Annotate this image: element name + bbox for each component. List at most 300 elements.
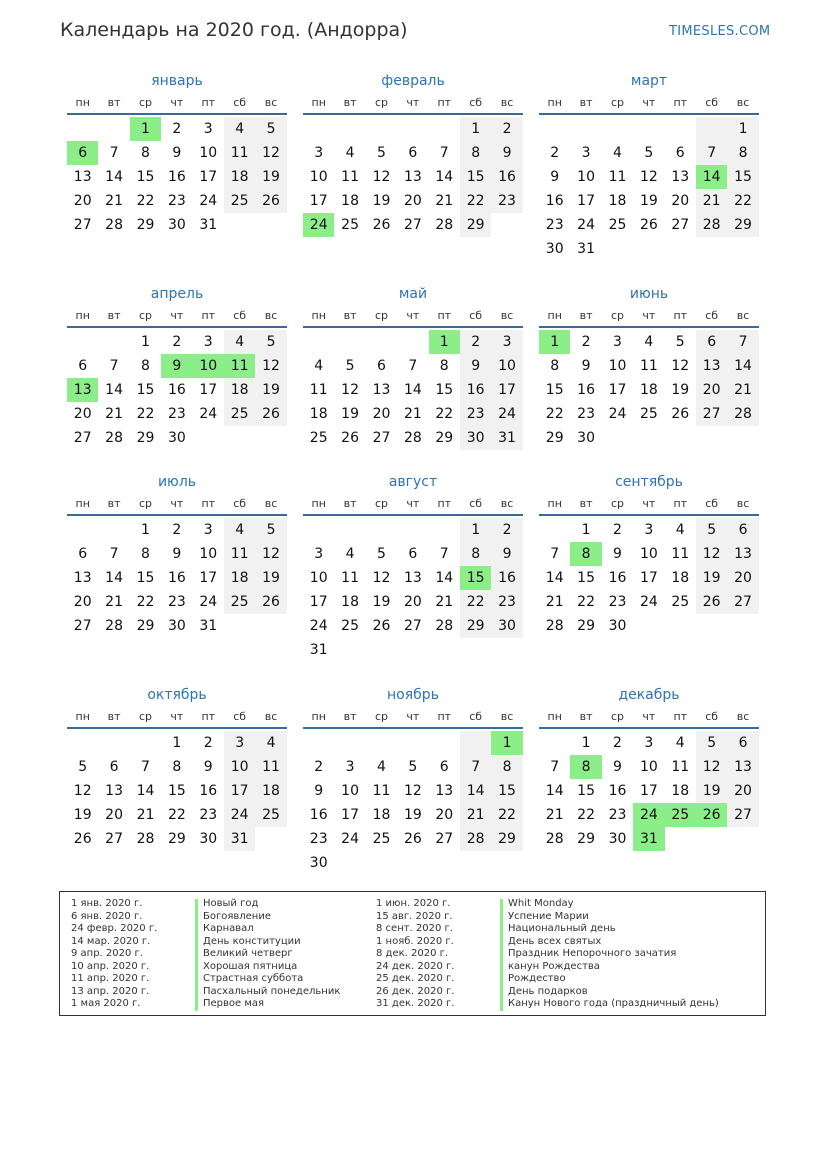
day-cell: 3 — [345, 759, 355, 775]
day-cell: 15 — [577, 570, 595, 586]
day-cell: 20 — [435, 807, 454, 823]
legend-entry: День подарков — [508, 985, 588, 997]
day-cell: 8 — [141, 546, 150, 562]
day-cell: 9 — [172, 546, 182, 562]
day-cell: 16 — [608, 570, 627, 586]
day-cell: 12 — [671, 358, 690, 374]
day-cell: 11 — [608, 169, 627, 185]
day-cell: 28 — [136, 831, 155, 847]
day-cell: 22 — [167, 807, 186, 823]
day-cell: 4 — [644, 334, 654, 350]
empty-cell — [727, 426, 758, 450]
day-cell: 22 — [460, 189, 491, 213]
weekday-label: вт — [343, 309, 357, 322]
day-cell: 17 — [199, 570, 218, 586]
day-cell: 17 — [577, 193, 595, 209]
day-cell: 13 — [727, 542, 758, 566]
weekday-label: сб — [233, 309, 247, 322]
day-cell: 18 — [224, 165, 255, 189]
day-cell: 9 — [460, 354, 491, 378]
day-cell: 29 — [545, 430, 564, 446]
legend-entry: Канун Нового года (праздничный день) — [508, 998, 719, 1009]
day-cell: 9 — [613, 546, 622, 562]
weekday-header — [67, 494, 287, 516]
weekday-label: пн — [75, 309, 90, 322]
day-grid — [303, 731, 523, 875]
day-cell: 31 — [199, 618, 218, 634]
day-cell: 9 — [613, 759, 622, 775]
day-cell: 14 — [696, 165, 727, 189]
day-cell: 24 — [224, 803, 255, 827]
empty-cell — [334, 638, 365, 662]
day-cell: 19 — [255, 378, 286, 402]
month-name: март — [630, 73, 668, 89]
day-cell: 20 — [727, 566, 758, 590]
weekday-label: пт — [673, 497, 688, 510]
weekday-label: пн — [311, 96, 326, 109]
month-block — [67, 73, 287, 237]
day-cell: 29 — [460, 614, 491, 638]
empty-cell — [397, 330, 428, 354]
day-cell: 30 — [577, 430, 595, 446]
weekday-label: сб — [705, 309, 719, 322]
day-cell: 9 — [550, 169, 560, 185]
legend-entry: 10 апр. 2020 г. — [71, 960, 150, 972]
weekday-header — [303, 306, 523, 328]
day-cell: 15 — [577, 783, 595, 799]
day-cell: 11 — [309, 382, 328, 398]
day-cell: 21 — [105, 594, 123, 610]
day-cell: 11 — [372, 783, 391, 799]
day-cell: 16 — [545, 193, 564, 209]
day-cell: 6 — [727, 518, 758, 542]
weekday-label: вс — [736, 497, 750, 510]
day-cell: 2 — [203, 735, 213, 751]
day-cell: 9 — [203, 759, 213, 775]
day-cell: 30 — [608, 831, 627, 847]
month-block — [67, 286, 287, 450]
legend-entry: Национальный день — [508, 923, 616, 934]
day-cell: 1 — [539, 330, 570, 354]
empty-cell — [130, 731, 161, 755]
day-cell: 29 — [577, 618, 595, 634]
month-name: октябрь — [147, 687, 207, 703]
day-cell: 19 — [639, 193, 658, 209]
day-cell: 18 — [255, 779, 286, 803]
day-cell: 6 — [439, 759, 449, 775]
day-cell: 23 — [608, 807, 627, 823]
day-cell: 6 — [67, 141, 98, 165]
empty-cell — [491, 638, 522, 662]
empty-cell — [633, 117, 664, 141]
day-cell: 20 — [73, 406, 92, 422]
day-cell: 7 — [141, 759, 150, 775]
weekday-label: сб — [469, 96, 483, 109]
weekday-label: ср — [374, 497, 388, 510]
empty-cell — [193, 426, 224, 450]
empty-cell — [303, 330, 334, 354]
empty-cell — [334, 731, 365, 755]
day-cell: 9 — [314, 783, 324, 799]
day-cell: 11 — [671, 546, 690, 562]
weekday-label: вт — [107, 309, 121, 322]
weekday-header — [303, 707, 523, 729]
weekday-label: ср — [610, 96, 624, 109]
weekday-label: вс — [500, 96, 514, 109]
day-cell: 21 — [460, 803, 491, 827]
legend-entry: Пасхальный понедельник — [203, 985, 341, 997]
empty-cell — [334, 518, 365, 542]
month-name: апрель — [150, 286, 204, 302]
day-cell: 16 — [199, 783, 218, 799]
day-cell: 14 — [545, 570, 564, 586]
weekday-label: вт — [107, 96, 121, 109]
weekday-label: пн — [311, 309, 326, 322]
day-cell: 7 — [696, 141, 727, 165]
day-cell: 1 — [581, 522, 591, 538]
day-cell: 21 — [696, 189, 727, 213]
weekday-label: вс — [736, 309, 750, 322]
month-block — [539, 687, 759, 851]
legend-entry: 25 дек. 2020 г. — [376, 973, 455, 984]
legend-entry: 1 мая 2020 г. — [71, 998, 141, 1009]
weekday-label: чт — [406, 96, 420, 109]
legend-right-dates — [376, 898, 454, 1011]
site-link[interactable]: TIMESLES.COM — [669, 24, 771, 39]
day-cell: 4 — [613, 145, 622, 161]
day-cell: 28 — [403, 430, 422, 446]
day-grid — [67, 731, 287, 851]
month-name: июль — [157, 474, 197, 490]
day-cell: 11 — [255, 755, 286, 779]
day-cell: 7 — [109, 145, 119, 161]
day-cell: 24 — [199, 594, 218, 610]
day-cell: 26 — [696, 803, 727, 827]
day-cell: 12 — [255, 354, 286, 378]
legend-entry: 24 февр. 2020 г. — [71, 923, 158, 934]
day-cell: 12 — [696, 755, 727, 779]
day-cell: 15 — [460, 165, 491, 189]
day-cell: 7 — [439, 546, 449, 562]
day-cell: 21 — [435, 594, 454, 610]
day-cell: 7 — [460, 755, 491, 779]
day-cell: 7 — [550, 759, 560, 775]
day-cell: 7 — [109, 546, 119, 562]
day-cell: 5 — [696, 518, 727, 542]
legend-entry: 11 апр. 2020 г. — [71, 973, 150, 984]
day-grid — [539, 117, 759, 261]
day-cell: 17 — [491, 378, 522, 402]
day-cell: 22 — [435, 406, 454, 422]
day-cell: 1 — [581, 735, 591, 751]
weekday-header — [303, 494, 523, 516]
day-cell: 19 — [372, 193, 391, 209]
day-cell: 14 — [435, 169, 454, 185]
empty-cell — [366, 518, 397, 542]
legend-left-dates — [71, 898, 157, 1011]
day-cell: 22 — [577, 594, 595, 610]
day-cell: 8 — [727, 141, 758, 165]
day-cell: 30 — [167, 217, 186, 233]
day-cell: 30 — [309, 855, 328, 871]
day-cell: 20 — [727, 779, 758, 803]
empty-cell — [665, 614, 696, 638]
weekday-label: чт — [170, 96, 184, 109]
month-block — [303, 687, 523, 875]
day-cell: 31 — [491, 426, 522, 450]
empty-cell — [570, 117, 601, 141]
day-cell: 6 — [377, 358, 386, 374]
legend-entry: День конституции — [203, 935, 301, 947]
empty-cell — [397, 638, 428, 662]
day-cell: 27 — [727, 803, 758, 827]
day-cell: 19 — [671, 382, 690, 398]
weekday-label: пт — [437, 497, 452, 510]
day-cell: 25 — [224, 402, 255, 426]
day-cell: 29 — [136, 618, 155, 634]
day-cell: 14 — [460, 779, 491, 803]
weekday-label: вс — [500, 497, 514, 510]
empty-cell — [255, 827, 286, 851]
empty-cell — [303, 731, 334, 755]
day-cell: 21 — [136, 807, 155, 823]
day-cell: 2 — [314, 759, 324, 775]
day-cell: 2 — [491, 518, 522, 542]
legend-entry: 8 дек. 2020 г. — [376, 948, 449, 959]
day-cell: 10 — [491, 354, 522, 378]
empty-cell — [224, 426, 255, 450]
weekday-label: ср — [610, 497, 624, 510]
weekday-label: сб — [233, 710, 247, 723]
day-cell: 2 — [491, 117, 522, 141]
day-cell: 27 — [403, 618, 422, 634]
day-cell: 18 — [341, 594, 359, 610]
day-cell: 27 — [671, 217, 690, 233]
day-cell: 21 — [545, 594, 564, 610]
empty-cell — [429, 518, 460, 542]
weekday-label: пт — [673, 309, 688, 322]
day-cell: 6 — [109, 759, 119, 775]
day-cell: 29 — [167, 831, 186, 847]
day-cell: 23 — [309, 831, 328, 847]
day-cell: 16 — [491, 165, 522, 189]
day-cell: 24 — [199, 193, 218, 209]
weekday-label: чт — [406, 309, 420, 322]
day-cell: 7 — [727, 330, 758, 354]
day-cell: 12 — [255, 141, 286, 165]
day-cell: 26 — [696, 590, 727, 614]
legend-entry: Рождество — [508, 973, 566, 984]
day-cell: 27 — [105, 831, 123, 847]
day-cell: 7 — [109, 358, 119, 374]
weekday-label: чт — [170, 309, 184, 322]
weekday-label: вс — [736, 96, 750, 109]
day-cell: 31 — [309, 642, 328, 658]
day-cell: 1 — [727, 117, 758, 141]
day-cell: 21 — [403, 406, 422, 422]
empty-cell — [696, 426, 727, 450]
empty-cell — [602, 426, 633, 450]
day-cell: 17 — [639, 783, 658, 799]
weekday-label: вт — [343, 497, 357, 510]
day-cell: 10 — [199, 145, 218, 161]
day-cell: 25 — [309, 430, 328, 446]
empty-cell — [429, 638, 460, 662]
legend-entry: Страстная суббота — [203, 973, 304, 984]
legend-right-marker — [500, 899, 503, 1011]
day-cell: 22 — [727, 189, 758, 213]
day-cell: 15 — [136, 570, 155, 586]
day-cell: 4 — [255, 731, 286, 755]
day-cell: 29 — [727, 213, 758, 237]
day-cell: 5 — [696, 731, 727, 755]
month-block — [539, 474, 759, 638]
day-cell: 14 — [136, 783, 155, 799]
day-cell: 6 — [696, 330, 727, 354]
day-cell: 24 — [303, 213, 334, 237]
weekday-label: вс — [500, 710, 514, 723]
weekday-label: вт — [579, 710, 593, 723]
day-cell: 22 — [491, 803, 522, 827]
day-cell: 13 — [727, 755, 758, 779]
day-cell: 3 — [203, 334, 213, 350]
day-cell: 1 — [141, 334, 150, 350]
day-cell: 2 — [613, 522, 622, 538]
day-cell: 11 — [341, 570, 359, 586]
day-cell: 14 — [727, 354, 758, 378]
day-cell: 2 — [172, 522, 182, 538]
weekday-label: вт — [579, 309, 593, 322]
day-cell: 3 — [644, 522, 654, 538]
empty-cell — [633, 237, 664, 261]
day-cell: 5 — [675, 334, 685, 350]
month-block — [67, 474, 287, 638]
weekday-label: пн — [75, 710, 90, 723]
day-cell: 10 — [639, 759, 658, 775]
day-cell: 5 — [345, 358, 355, 374]
day-cell: 30 — [460, 426, 491, 450]
weekday-label: ср — [138, 309, 152, 322]
month-block — [303, 474, 523, 662]
day-cell: 8 — [141, 145, 150, 161]
day-cell: 19 — [255, 165, 286, 189]
empty-cell — [98, 518, 129, 542]
day-cell: 25 — [639, 406, 658, 422]
day-cell: 18 — [608, 193, 627, 209]
day-cell: 4 — [224, 117, 255, 141]
day-cell: 4 — [377, 759, 386, 775]
day-cell: 4 — [345, 145, 355, 161]
weekday-header — [67, 707, 287, 729]
day-cell: 2 — [460, 330, 491, 354]
empty-cell — [334, 330, 365, 354]
empty-cell — [429, 731, 460, 755]
day-cell: 27 — [73, 217, 92, 233]
day-cell: 5 — [408, 759, 418, 775]
day-cell: 3 — [581, 145, 591, 161]
day-cell: 23 — [608, 594, 627, 610]
day-cell: 17 — [341, 807, 359, 823]
day-cell: 30 — [608, 618, 627, 634]
day-cell: 1 — [172, 735, 182, 751]
day-cell: 16 — [309, 807, 328, 823]
weekday-label: чт — [170, 497, 184, 510]
month-block — [303, 73, 523, 237]
day-grid — [67, 117, 287, 237]
day-cell: 3 — [224, 731, 255, 755]
empty-cell — [98, 330, 129, 354]
day-cell: 28 — [545, 831, 564, 847]
day-cell: 15 — [167, 783, 186, 799]
day-cell: 28 — [435, 618, 454, 634]
day-cell: 2 — [172, 121, 182, 137]
day-grid — [303, 330, 523, 450]
day-cell: 1 — [460, 518, 491, 542]
empty-cell — [665, 237, 696, 261]
day-cell: 23 — [167, 406, 186, 422]
day-cell: 19 — [341, 406, 359, 422]
weekday-label: ср — [374, 710, 388, 723]
weekday-label: ср — [138, 96, 152, 109]
day-cell: 27 — [73, 430, 92, 446]
day-cell: 26 — [639, 217, 658, 233]
day-cell: 1 — [141, 522, 150, 538]
empty-cell — [460, 638, 491, 662]
day-cell: 3 — [314, 546, 324, 562]
day-cell: 8 — [570, 755, 601, 779]
empty-cell — [366, 638, 397, 662]
day-cell: 21 — [105, 193, 123, 209]
empty-cell — [366, 117, 397, 141]
empty-cell — [665, 827, 696, 851]
month-name: август — [388, 474, 438, 490]
day-cell: 11 — [224, 354, 255, 378]
empty-cell — [366, 330, 397, 354]
day-cell: 11 — [639, 358, 658, 374]
empty-cell — [696, 237, 727, 261]
weekday-label: вс — [500, 309, 514, 322]
day-cell: 9 — [161, 354, 192, 378]
day-cell: 5 — [255, 518, 286, 542]
day-cell: 10 — [577, 169, 595, 185]
day-cell: 26 — [73, 831, 92, 847]
day-cell: 31 — [633, 827, 664, 851]
day-cell: 13 — [696, 354, 727, 378]
day-cell: 1 — [130, 117, 161, 141]
empty-cell — [602, 117, 633, 141]
day-cell: 5 — [78, 759, 88, 775]
day-cell: 19 — [73, 807, 92, 823]
day-cell: 13 — [403, 570, 422, 586]
day-cell: 9 — [491, 141, 522, 165]
day-cell: 31 — [199, 217, 218, 233]
empty-cell — [460, 731, 491, 755]
day-cell: 11 — [224, 542, 255, 566]
empty-cell — [67, 518, 98, 542]
day-cell: 26 — [372, 618, 391, 634]
legend-left-marker — [195, 899, 198, 1011]
day-cell: 24 — [633, 803, 664, 827]
day-cell: 2 — [172, 334, 182, 350]
day-grid — [539, 330, 759, 450]
day-cell: 25 — [665, 803, 696, 827]
empty-cell — [98, 117, 129, 141]
day-cell: 25 — [608, 217, 627, 233]
day-cell: 6 — [727, 731, 758, 755]
day-cell: 14 — [105, 169, 123, 185]
day-cell: 13 — [105, 783, 123, 799]
day-cell: 1 — [429, 330, 460, 354]
